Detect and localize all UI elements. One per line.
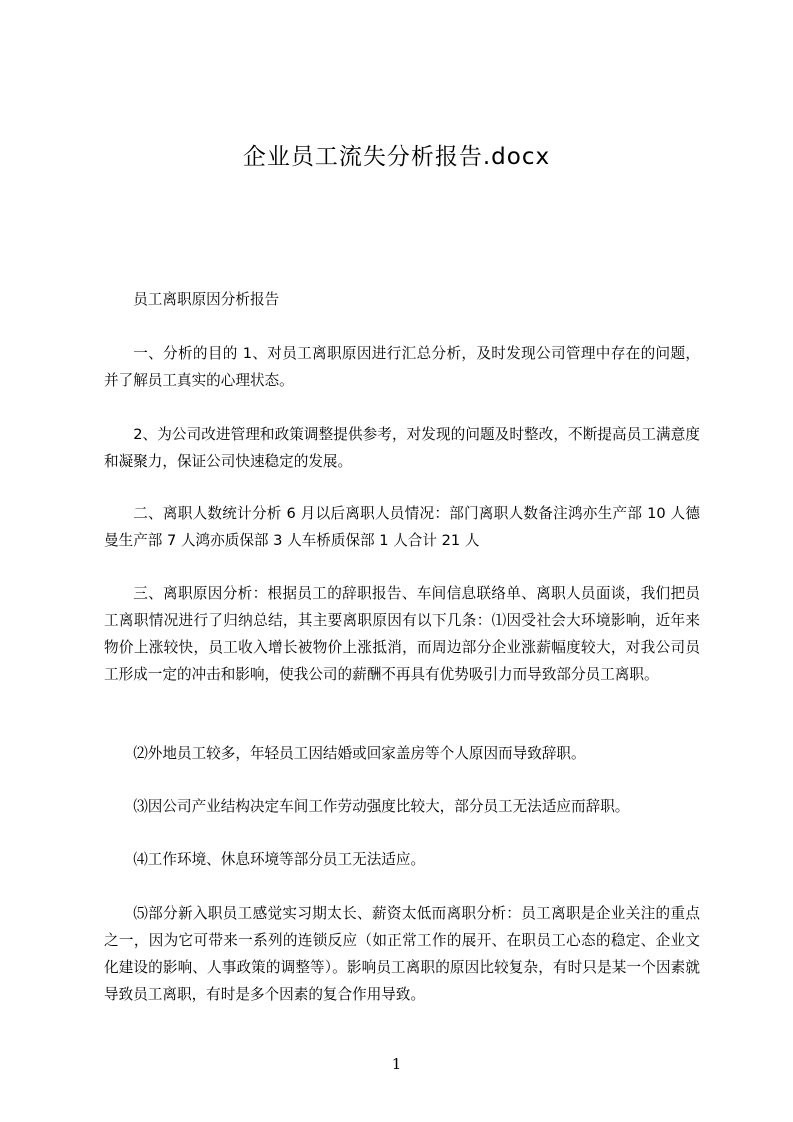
paragraph-reason-3: ⑶因公司产业结构决定车间工作劳动强度比较大，部分员工无法适应而辞职。 (133, 798, 630, 815)
paragraph-reason-5: ⑸部分新入职员工感觉实习期太长、薪资太低而离职分析：员工离职是企业关注的重点之一，因为它可带来一系列的连锁反应（如正常工作的展开、在职员工心态的稳定、企业文化建设的影响、人事政策的调整等）。影响员工离职的原因比较复杂，有时只是某一个因素就导致员工离职，有时是多个因素的复合作用导致。 (104, 905, 700, 1003)
paragraph-reasons: 三、离职原因分析：根据员工的辞职报告、车间信息联络单、离职人员面谈，我们把员工离职情况进行了归纳总结，其主要离职原因有以下几条：⑴因受社会大环境影响，近年来物价上涨较快，员工收入增长被物价上涨抵消，而周边部分企业涨薪幅度较大，对我公司员工形成一定的冲击和影响，使我公司的薪酬不再具有优势吸引力而导致部分员工离职。 (104, 585, 700, 683)
paragraph-reference: 2、为公司改进管理和政策调整提供参考，对发现的问题及时整改，不断提高员工满意度和凝聚力，保证公司快速稳定的发展。 (104, 426, 700, 470)
document-title: 企业员工流失分析报告.docx (242, 144, 551, 170)
paragraph-reason-2: ⑵外地员工较多，年轻员工因结婚或回家盖房等个人原因而导致辞职。 (133, 745, 586, 762)
page-number: 1 (391, 1055, 402, 1073)
report-subtitle: 员工离职原因分析报告 (133, 291, 280, 308)
paragraph-statistics: 二、离职人数统计分析 6 月以后离职人员情况：部门离职人数备注鸿亦生产部 10 人德曼生产部 7 人鸿亦质保部 3 人车桥质保部 1 人合计 21 人 (104, 505, 700, 549)
paragraph-reason-4: ⑷工作环境、休息环境等部分员工无法适应。 (133, 851, 426, 868)
paragraph-purpose: 一、分析的目的 1、对员工离职原因进行汇总分析，及时发现公司管理中存在的问题，并了解员工真实的心理状态。 (104, 345, 700, 389)
